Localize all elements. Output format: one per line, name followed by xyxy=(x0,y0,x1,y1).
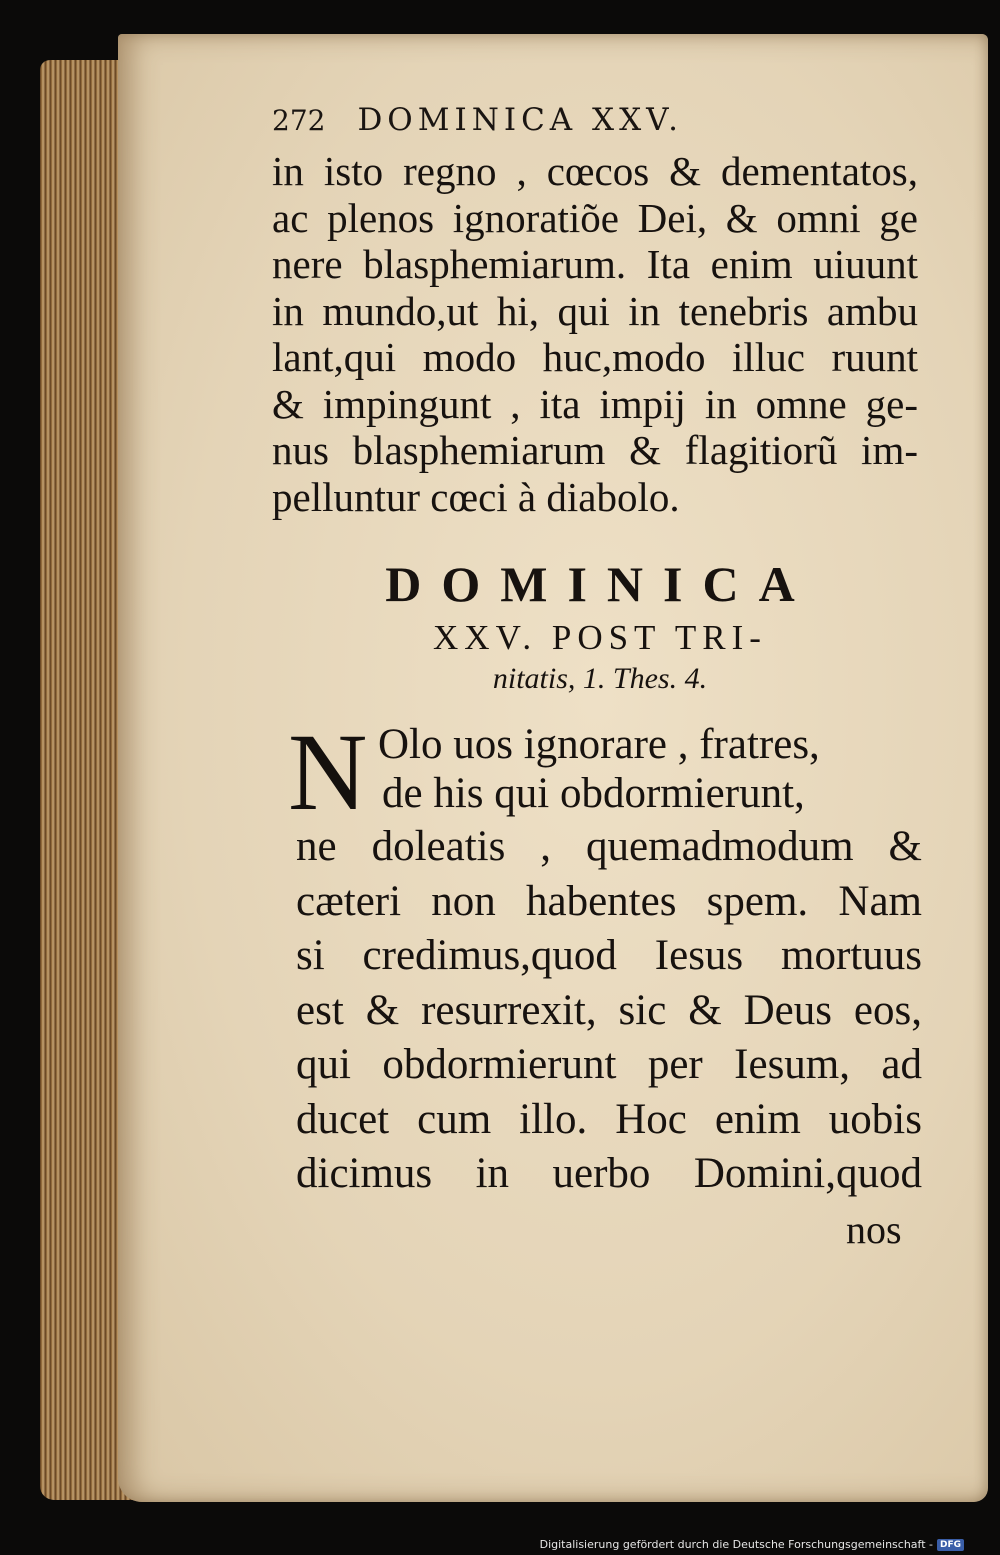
section-title: DOMINICA xyxy=(385,556,815,612)
text-line: qui obdormierunt per Iesum, ad xyxy=(296,1041,922,1088)
footer-credit xyxy=(540,1538,964,1551)
dfg-logo: DFG xyxy=(937,1539,964,1551)
text-line: & impingunt , ita impij in omne ge- xyxy=(272,380,918,427)
text-line: lant,qui modo huc,modo illuc ruunt xyxy=(272,334,918,380)
text-block-dropcap-lines xyxy=(378,720,922,818)
text-line: dicimus in uerbo Domini,quod xyxy=(296,1150,922,1197)
text-line: pelluntur cœci à diabolo. xyxy=(272,473,680,520)
text-line: si credimus,quod Iesus mortuus xyxy=(296,932,922,979)
text-line: ne doleatis , quemadmodum & xyxy=(296,823,922,870)
section-subtitle: XXV. POST TRI- xyxy=(433,618,767,657)
text-line: est & resurrexit, sic & Deus eos, xyxy=(296,986,922,1034)
running-header xyxy=(272,102,683,138)
text-line: in mundo,ut hi, qui in tenebris ambu xyxy=(272,287,918,334)
text-block-top xyxy=(272,148,918,520)
running-title: DOMINICA XXV. xyxy=(357,102,684,138)
text-line: in isto regno , cœcos & dementatos, xyxy=(272,148,918,194)
catchword: nos xyxy=(846,1207,902,1252)
text-line: ac plenos ignoratiõe Dei, & omni ge xyxy=(272,194,918,241)
text-line: cæteri non habentes spem. Nam xyxy=(296,877,922,925)
text-line: nere blasphemiarum. Ita enim uiuunt xyxy=(272,241,918,287)
text-line: de his qui obdormierunt, xyxy=(382,770,805,817)
drop-cap: N xyxy=(288,711,368,833)
page-number: 272 xyxy=(272,104,326,137)
text-line: Olo uos ignorare , fratres, xyxy=(378,721,820,768)
footer-credit-text: Digitalisierung gefördert durch die Deutsche Forschungsgemeinschaft - xyxy=(539,1538,933,1551)
text-block-bottom xyxy=(296,820,922,1202)
text-line: nus blasphemiarum & flagitiorũ im- xyxy=(272,427,918,473)
section-reference: nitatis, 1. Thes. 4. xyxy=(492,662,708,695)
text-line: ducet cum illo. Hoc enim uobis xyxy=(296,1095,922,1143)
